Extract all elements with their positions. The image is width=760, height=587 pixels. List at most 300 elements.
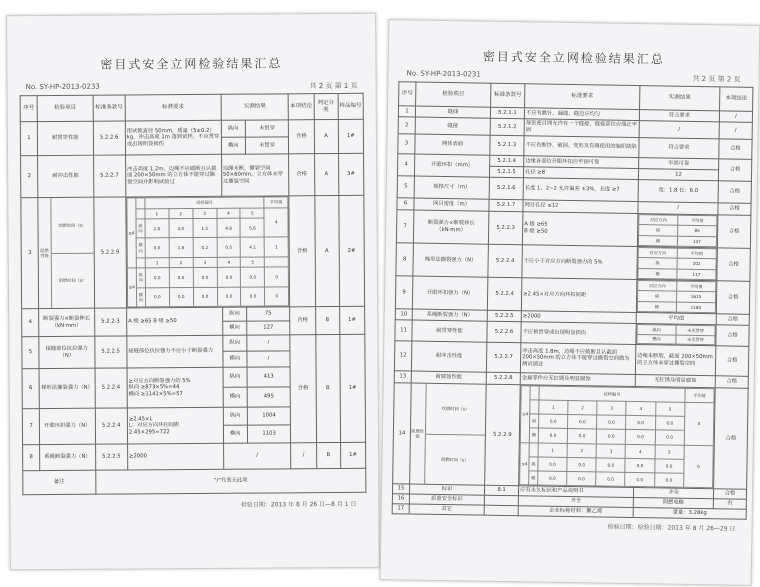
table-cell: A — [314, 153, 338, 195]
table-cell: A 级 ≥65 B 级 ≥50 — [126, 307, 222, 336]
table-cell: 平均值 — [636, 313, 716, 325]
table-cell: 1 — [145, 208, 169, 219]
table-cell: 0 — [684, 402, 714, 445]
table-cell: 对应方向 — [638, 248, 677, 259]
table-cell: 未见贯穿 — [676, 335, 715, 345]
table-cell — [637, 214, 718, 248]
table-cell: 1 — [538, 443, 567, 458]
table-cell: 2.8 — [145, 219, 169, 239]
table-cell: 3 — [596, 443, 625, 458]
table-cell: 备注 — [23, 470, 96, 495]
table-cell: 纵向 — [223, 407, 247, 425]
table-cell: 耐贯穿性能 — [37, 121, 93, 155]
table-cell — [410, 383, 487, 485]
report-number: No. SY-HP-2013-0233 — [25, 82, 100, 92]
table-cell: 12 — [394, 341, 411, 371]
table-cell: 1004 — [247, 407, 291, 425]
table-cell: 标准要求 — [525, 84, 640, 110]
table-cell: 符合要求 — [639, 110, 719, 122]
table-cell: 未贯穿 — [245, 120, 289, 137]
table-cell: 耐腐蚀性能 — [411, 371, 486, 384]
table-cell: 5.2.2.6 — [487, 321, 521, 343]
table-cell — [38, 197, 94, 308]
table-cell: 0.0 — [655, 416, 684, 431]
table-row — [396, 210, 750, 249]
table-cell: 孔径 ≥8 — [523, 167, 638, 180]
table-cell: 16 — [392, 494, 409, 504]
table-cell: 85 — [678, 226, 717, 237]
table-cell: 2# — [339, 195, 365, 306]
table-cell: 用试锥直径 50mm，质量（5±0.2）kg，冲击高度 1m 落到试样，不应贯穿或出现明显损伤 — [125, 120, 221, 155]
table-cell — [136, 258, 145, 269]
table-cell: 0.0 — [567, 457, 596, 472]
table-cell: 断裂强力×断裂伸长（kN·mm） — [39, 308, 95, 336]
table-cell: 0.0 — [625, 458, 654, 473]
table-cell: 3 — [398, 134, 415, 154]
table-cell: 纵 — [530, 414, 539, 428]
table-cell: 质量安全标识 — [409, 494, 484, 505]
table-cell: 5.2.1.5 — [489, 166, 523, 178]
table-cell: 横向 — [223, 351, 247, 367]
table-cell: 无红锈及明显腐蚀 — [635, 375, 715, 388]
table-cell: 不应有断纱、破洞、变形及有碍使用的编织缺陷 — [524, 136, 639, 158]
table-cell: 5.2.2.4 — [487, 277, 522, 311]
table-cell: ≤4 — [127, 268, 136, 307]
table-cell: 1 — [20, 122, 37, 156]
table-cell: / — [223, 443, 291, 469]
table-cell: 齐全 — [518, 496, 633, 508]
table-cell: 5.2.2.8 — [486, 372, 520, 385]
table-cell: “/”代表无此项 — [95, 468, 366, 494]
table-cell: 1# — [340, 334, 366, 442]
table-cell: 4 — [264, 207, 288, 237]
table-cell: 耐冲击性能 — [411, 341, 486, 372]
table-cell: 0.5 — [217, 238, 241, 258]
table-cell: 开眼环扣强力（N） — [39, 408, 95, 444]
page-meta — [8, 81, 376, 94]
table-cell: 0 — [265, 286, 289, 306]
table-cell: ≥2.45×L L：对应方向环扣间距 2.45×295=722 — [127, 407, 223, 444]
table-cell: / — [247, 351, 291, 367]
table-cell: 5.2.1.7 — [489, 199, 523, 212]
table-cell: 合格 — [714, 388, 749, 490]
table-cell — [424, 384, 486, 485]
table-row — [23, 442, 366, 470]
table-cell: 1# — [339, 306, 364, 334]
table-cell: 0 — [265, 267, 289, 287]
table-cell: 对应方向 — [639, 215, 678, 226]
table-cell: 合格 — [716, 314, 749, 326]
table-cell: 纵向 — [136, 219, 145, 238]
table-cell: 3 — [193, 208, 217, 219]
table-cell: 缝线 — [415, 106, 490, 118]
table-cell: 1184 — [676, 302, 715, 313]
page-title: 密目式安全立网检验结果汇总 — [100, 56, 283, 72]
table-cell: 横向 — [136, 238, 145, 257]
table-cell: 5.2.2.5 — [95, 444, 127, 470]
table-cell: 合格 — [716, 281, 750, 315]
table-cell — [636, 280, 717, 314]
table-cell: A 级 ≥65 B 级 ≥50 — [522, 212, 638, 247]
table-cell: 5.2.2.6 — [93, 121, 126, 155]
table-cell: 网目密度（m） — [414, 198, 489, 211]
table-cell: 横 — [638, 268, 677, 279]
inspection-date: 检验日期：2013 年 8 月 26 日—8 月 1 日 — [240, 500, 357, 509]
table-cell: 9 — [395, 276, 413, 309]
table-cell: 缝接 — [415, 117, 490, 135]
table-cell: 0.0 — [193, 287, 217, 307]
table-cell: 纵向 — [223, 367, 247, 387]
table-cell: 147 — [677, 236, 716, 247]
table-cell: 0.0 — [169, 287, 193, 307]
table-cell: 纵 — [639, 225, 678, 236]
table-cell — [530, 400, 539, 414]
table-cell: 0.2 — [193, 238, 217, 258]
table-cell: 413 — [247, 367, 291, 387]
table-cell: ≤4 — [127, 198, 136, 268]
table-cell: 阻燃性能 — [40, 247, 49, 259]
table-cell: 纵 — [529, 457, 538, 471]
table-cell — [50, 198, 93, 308]
table-cell: 2 — [21, 156, 38, 198]
table-cell: 重量：3.28kg — [633, 508, 746, 520]
table-cell: ≤4 — [520, 386, 530, 443]
header-cell: 标准要求 — [125, 94, 221, 121]
table-cell: 1 — [145, 257, 169, 268]
table-cell: 合格 — [715, 346, 748, 377]
table-cell: 宽：1.8 长：6.0 — [638, 180, 718, 203]
table-cell: 平均值 — [677, 281, 716, 292]
table-cell — [637, 247, 718, 281]
table-cell: 纵向 — [637, 325, 676, 335]
table-cell: 平均值 — [678, 215, 717, 226]
table-cell: 合格 — [713, 489, 746, 500]
table-cell: 合格 — [717, 248, 751, 282]
table-cell: 1# — [340, 442, 365, 468]
header-cell: 标准条款号 — [93, 95, 125, 121]
table-cell: 0.0 — [626, 416, 655, 431]
table-cell: 4 — [22, 309, 39, 337]
table-row — [21, 195, 365, 308]
header-cell: 样品编号 — [338, 93, 363, 119]
table-cell: 5.2.1.3 — [490, 135, 524, 156]
table-cell: 纵向 — [136, 268, 145, 287]
table-cell: 不应有跳针、漏缝，缝边应均匀 — [524, 108, 639, 121]
table-cell: 5 — [22, 337, 39, 369]
table-cell: 0.0 — [145, 268, 169, 288]
table-cell: 5 — [655, 444, 684, 459]
table-cell: 接缝部位抗拉强力（N） — [39, 336, 95, 368]
table-cell: 5 — [241, 257, 265, 268]
table-cell: 2 — [169, 257, 193, 268]
table-cell: 耐贯穿性能 — [412, 320, 487, 342]
table-cell — [484, 495, 518, 506]
table-cell: 2 — [398, 117, 415, 134]
table-cell: 齐全 — [633, 488, 713, 499]
table-cell: 纵 — [638, 258, 677, 269]
table-cell: 有 — [713, 499, 746, 510]
results-table — [20, 93, 367, 495]
table-cell: B — [315, 306, 339, 334]
header-cell: 实测结果 — [221, 94, 289, 120]
table-cell: 6 — [397, 198, 414, 210]
table-cell: 纵向 — [221, 120, 245, 137]
table-row — [22, 306, 365, 322]
table-cell: 不应小于对应方向断裂强力的 5% — [522, 245, 638, 280]
table-cell: 7 — [396, 210, 414, 243]
header-cell: 判定分类 — [314, 93, 338, 119]
header-cell: 检验项目 — [37, 95, 93, 121]
table-cell: 15 — [392, 484, 409, 494]
table-cell: 0.0 — [596, 458, 625, 473]
table-row — [393, 383, 749, 490]
table-cell: 4 — [216, 208, 240, 219]
table-cell: 横向 — [221, 137, 245, 154]
table-cell: 网体表面 — [415, 134, 490, 155]
table-cell — [530, 386, 539, 400]
table-cell: 系绳断裂强力（N） — [40, 444, 96, 470]
table-cell: 5.2.2.5 — [94, 336, 126, 368]
table-row — [21, 153, 364, 197]
table-cell: 4 — [397, 154, 414, 176]
table-cell: 4.1 — [241, 237, 265, 257]
table-cell: 0.0 — [625, 472, 654, 487]
table-cell: B — [316, 442, 340, 468]
table-cell — [136, 198, 145, 209]
table-cell: 5 — [397, 176, 414, 198]
table-cell: 应有永久标识和产品说明书 — [518, 486, 633, 498]
table-cell: 试样编号 — [145, 197, 265, 208]
table-cell: 5.2.1.6 — [489, 177, 523, 200]
table-cell: 17 — [392, 504, 409, 514]
table-cell: 耐冲击性能 — [38, 155, 94, 197]
flame-subtable — [519, 385, 716, 489]
table-cell: 冲击高度 1.2m，边绳不应破断且认截面 200×50mm 的立方体不能穿过撕裂空间并影响试验过 — [125, 154, 221, 197]
table-cell: 序号 — [399, 82, 416, 106]
table-cell — [265, 257, 289, 268]
table-cell: 7 — [22, 409, 39, 445]
table-cell: 梯形法撕裂强力（N） — [413, 243, 489, 277]
inspection-date: 检验日期：检验日期：2013 年 8 月 26—29 日 — [607, 523, 736, 533]
table-cell: 金属零件应无红锈及明显腐蚀 — [520, 373, 635, 387]
table-cell: 横向 — [223, 425, 247, 443]
table-cell: 不应被贯穿或出现明显损伤 — [521, 322, 636, 345]
table-cell: ≥2000 — [521, 311, 636, 324]
table-cell: 2 — [567, 443, 596, 458]
table-cell: 12 — [638, 169, 718, 181]
table-cell: 标准条款号 — [491, 83, 525, 108]
table-cell: 续燃时间（s） — [425, 384, 485, 435]
table-cell: 13 — [394, 371, 411, 383]
table-cell: 0.0 — [597, 429, 626, 444]
table-cell: 平均值 — [685, 388, 714, 403]
table-cell: 11 — [395, 320, 412, 341]
table-cell: 3 — [21, 198, 39, 309]
report-page-1 — [6, 13, 380, 571]
table-cell: 续燃时间（s） — [51, 198, 93, 253]
table-cell: 0.0 — [538, 457, 567, 472]
table-cell — [484, 505, 518, 516]
table-cell: 0.0 — [597, 415, 626, 430]
table-cell: ≥2.45×对应方向环扣间距 — [521, 278, 637, 313]
table-cell: 0.0 — [539, 414, 568, 429]
table-cell: 梯形法撕裂强力（N） — [39, 368, 95, 408]
table-cell: 0.0 — [567, 471, 596, 486]
table-cell: 5.2.2.4 — [95, 408, 128, 444]
table-cell: ≥对应方向断裂强力的 5% 纵向 ≥873×5%=44 横向 ≥1141×5%=57 — [127, 367, 223, 408]
table-cell: 0.0 — [145, 238, 169, 258]
table-cell: 0.0 — [654, 473, 683, 488]
table-cell: 横 — [529, 428, 538, 442]
table-cell: 5.2.2.7 — [486, 342, 520, 373]
table-cell: 495 — [247, 387, 291, 407]
table-cell: 标识 — [409, 484, 484, 495]
table-cell: 符合要求 — [639, 138, 719, 159]
report-number: No. SY-HP-2013-0231 — [406, 69, 481, 79]
table-cell: 1615 — [677, 292, 716, 303]
table-cell: 冲击高度 1.8m，边绳不应破断且认截面 200×50mm 的立方体不能穿过撕裂空间做为测试通过 — [520, 343, 635, 375]
table-cell: 8 — [396, 243, 414, 276]
table-cell: 边绳未断裂，截面 200×50mm 的立方体未穿过撕裂空间 — [635, 345, 715, 376]
table-row — [20, 119, 363, 138]
table-cell: 0.0 — [538, 471, 567, 486]
table-cell: 规格尺寸（m） — [414, 176, 489, 199]
table-cell: 0.0 — [145, 287, 169, 307]
table-cell: 合格 — [716, 325, 749, 347]
table-cell: 横向 — [637, 334, 676, 344]
table-cell: 边绳未断，撕裂空间 50×60mm，立方体未穿过撕裂空间 — [221, 154, 289, 196]
table-cell: / — [639, 121, 719, 139]
table-cell: 8.1 — [484, 485, 518, 496]
table-cell: ≤4 — [520, 442, 530, 485]
table-cell: 3 — [597, 401, 626, 416]
table-cell: 5.2.2.9 — [93, 197, 126, 308]
table-cell: 系绳断裂强力（N） — [412, 309, 487, 321]
table-cell: 横向 — [222, 321, 246, 335]
flame-subtable — [126, 196, 290, 308]
table-cell: 开眼环扣（mm） — [414, 154, 489, 177]
table-cell: 0.0 — [655, 430, 684, 445]
table-cell: 未见贯穿 — [676, 325, 715, 335]
table-cell: 5.2.1.4 — [490, 155, 524, 167]
table-cell: B — [315, 334, 340, 442]
table-cell: 2 — [568, 401, 597, 416]
table-cell: 10 — [395, 309, 412, 320]
table-cell: 阴燃电略 — [633, 498, 713, 509]
table-cell: 其它 — [409, 504, 484, 515]
table-cell: / — [719, 111, 752, 123]
table-cell: 0.0 — [217, 267, 241, 287]
table-cell: 纵向 — [222, 307, 246, 321]
header-cell: 本项结论 — [288, 94, 313, 120]
table-cell: 6 — [22, 369, 39, 409]
table-cell: 牢固可靠 — [639, 158, 719, 170]
table-cell: 2 — [169, 208, 193, 219]
table-row — [396, 243, 750, 282]
table-cell: 1.8 — [169, 238, 193, 258]
table-cell: 阴燃时间（s） — [58, 277, 87, 284]
table-cell: 5.6 — [240, 218, 264, 238]
page-info: 共 2 页 第 2 页 — [692, 74, 741, 84]
table-cell: 未贯穿 — [245, 137, 289, 154]
table-cell: 合格 — [718, 159, 751, 182]
table-cell: 5.2.2.3 — [488, 211, 523, 245]
table-cell: 合格 — [289, 120, 314, 154]
table-cell: 4 — [626, 444, 655, 459]
table-cell: 实测结果 — [640, 86, 720, 111]
table-cell: 断裂强力×断裂伸长（kN·mm） — [413, 210, 489, 244]
table-cell: 127 — [247, 321, 290, 335]
table-cell: 75 — [247, 307, 290, 321]
table-cell: 3# — [338, 153, 364, 195]
header-cell: 序号 — [20, 96, 37, 122]
table-cell: / — [291, 443, 316, 469]
table-cell: 网目孔径 ≤12 — [523, 200, 638, 214]
report-page-2 — [380, 19, 760, 586]
table-cell: 阻燃性能 — [411, 428, 425, 439]
table-cell: 1 — [398, 106, 415, 117]
table-cell: 1.5 — [193, 218, 217, 238]
table-cell: 0.0 — [169, 268, 193, 288]
table-cell: 8 — [23, 445, 40, 471]
table-cell: / — [247, 335, 291, 351]
table-cell: 边缘各部位开眼环扣应牢固可靠 — [524, 156, 639, 169]
table-cell: 5.2.2.5 — [487, 310, 521, 322]
table-cell: 5.2.1.1 — [490, 107, 524, 119]
table-cell: 0.0 — [241, 287, 265, 307]
table-cell: 纵 — [638, 291, 677, 302]
table-cell: 横向 — [223, 387, 247, 407]
table-cell: 5.2.2.4 — [488, 244, 523, 278]
page-info: 共 2 页 第 1 页 — [309, 81, 358, 91]
table-cell: / — [638, 202, 718, 215]
table-cell: 检验项目 — [416, 82, 491, 107]
table-cell: 合格 — [290, 335, 316, 443]
table-cell — [636, 324, 716, 346]
table-cell: 5.2.2.7 — [93, 155, 126, 197]
table-cell: 阴燃时间（s） — [441, 456, 469, 463]
table-cell: 横 — [638, 235, 677, 246]
table-cell: 1103 — [247, 425, 291, 443]
table-cell: 0.0 — [193, 268, 217, 288]
table-cell: 合格 — [715, 376, 748, 389]
table-cell: ≥2000 — [127, 443, 223, 470]
table-header-row — [20, 93, 363, 121]
table-cell: 纵向 — [223, 335, 247, 351]
table-cell: 试样编号 — [539, 386, 685, 402]
table-cell: 对应方向 — [638, 281, 677, 292]
table-cell: 1 — [264, 237, 288, 257]
table-cell: 14 — [393, 383, 412, 484]
table-cell: 接缝部位抗拉强力不应小于断裂强力 — [127, 335, 223, 368]
table-cell: 0.0 — [596, 472, 625, 487]
table-cell: 117 — [677, 269, 716, 280]
table-cell: 合格 — [718, 181, 751, 204]
results-table — [392, 81, 754, 520]
table-cell: 5 — [240, 208, 264, 219]
table-cell: 0.0 — [654, 459, 683, 474]
table-cell: 横 — [529, 471, 538, 485]
table-row — [395, 276, 749, 315]
table-cell: 5.2.2.4 — [95, 368, 128, 408]
table-cell: 0.0 — [626, 430, 655, 445]
table-cell: 横 — [637, 301, 676, 312]
table-cell: 平均值 — [264, 197, 288, 208]
table-cell: 4.8 — [217, 218, 241, 238]
table-cell: 0.0 — [568, 415, 597, 430]
table-cell: 0.0 — [217, 287, 241, 307]
table-cell: A — [314, 119, 338, 153]
